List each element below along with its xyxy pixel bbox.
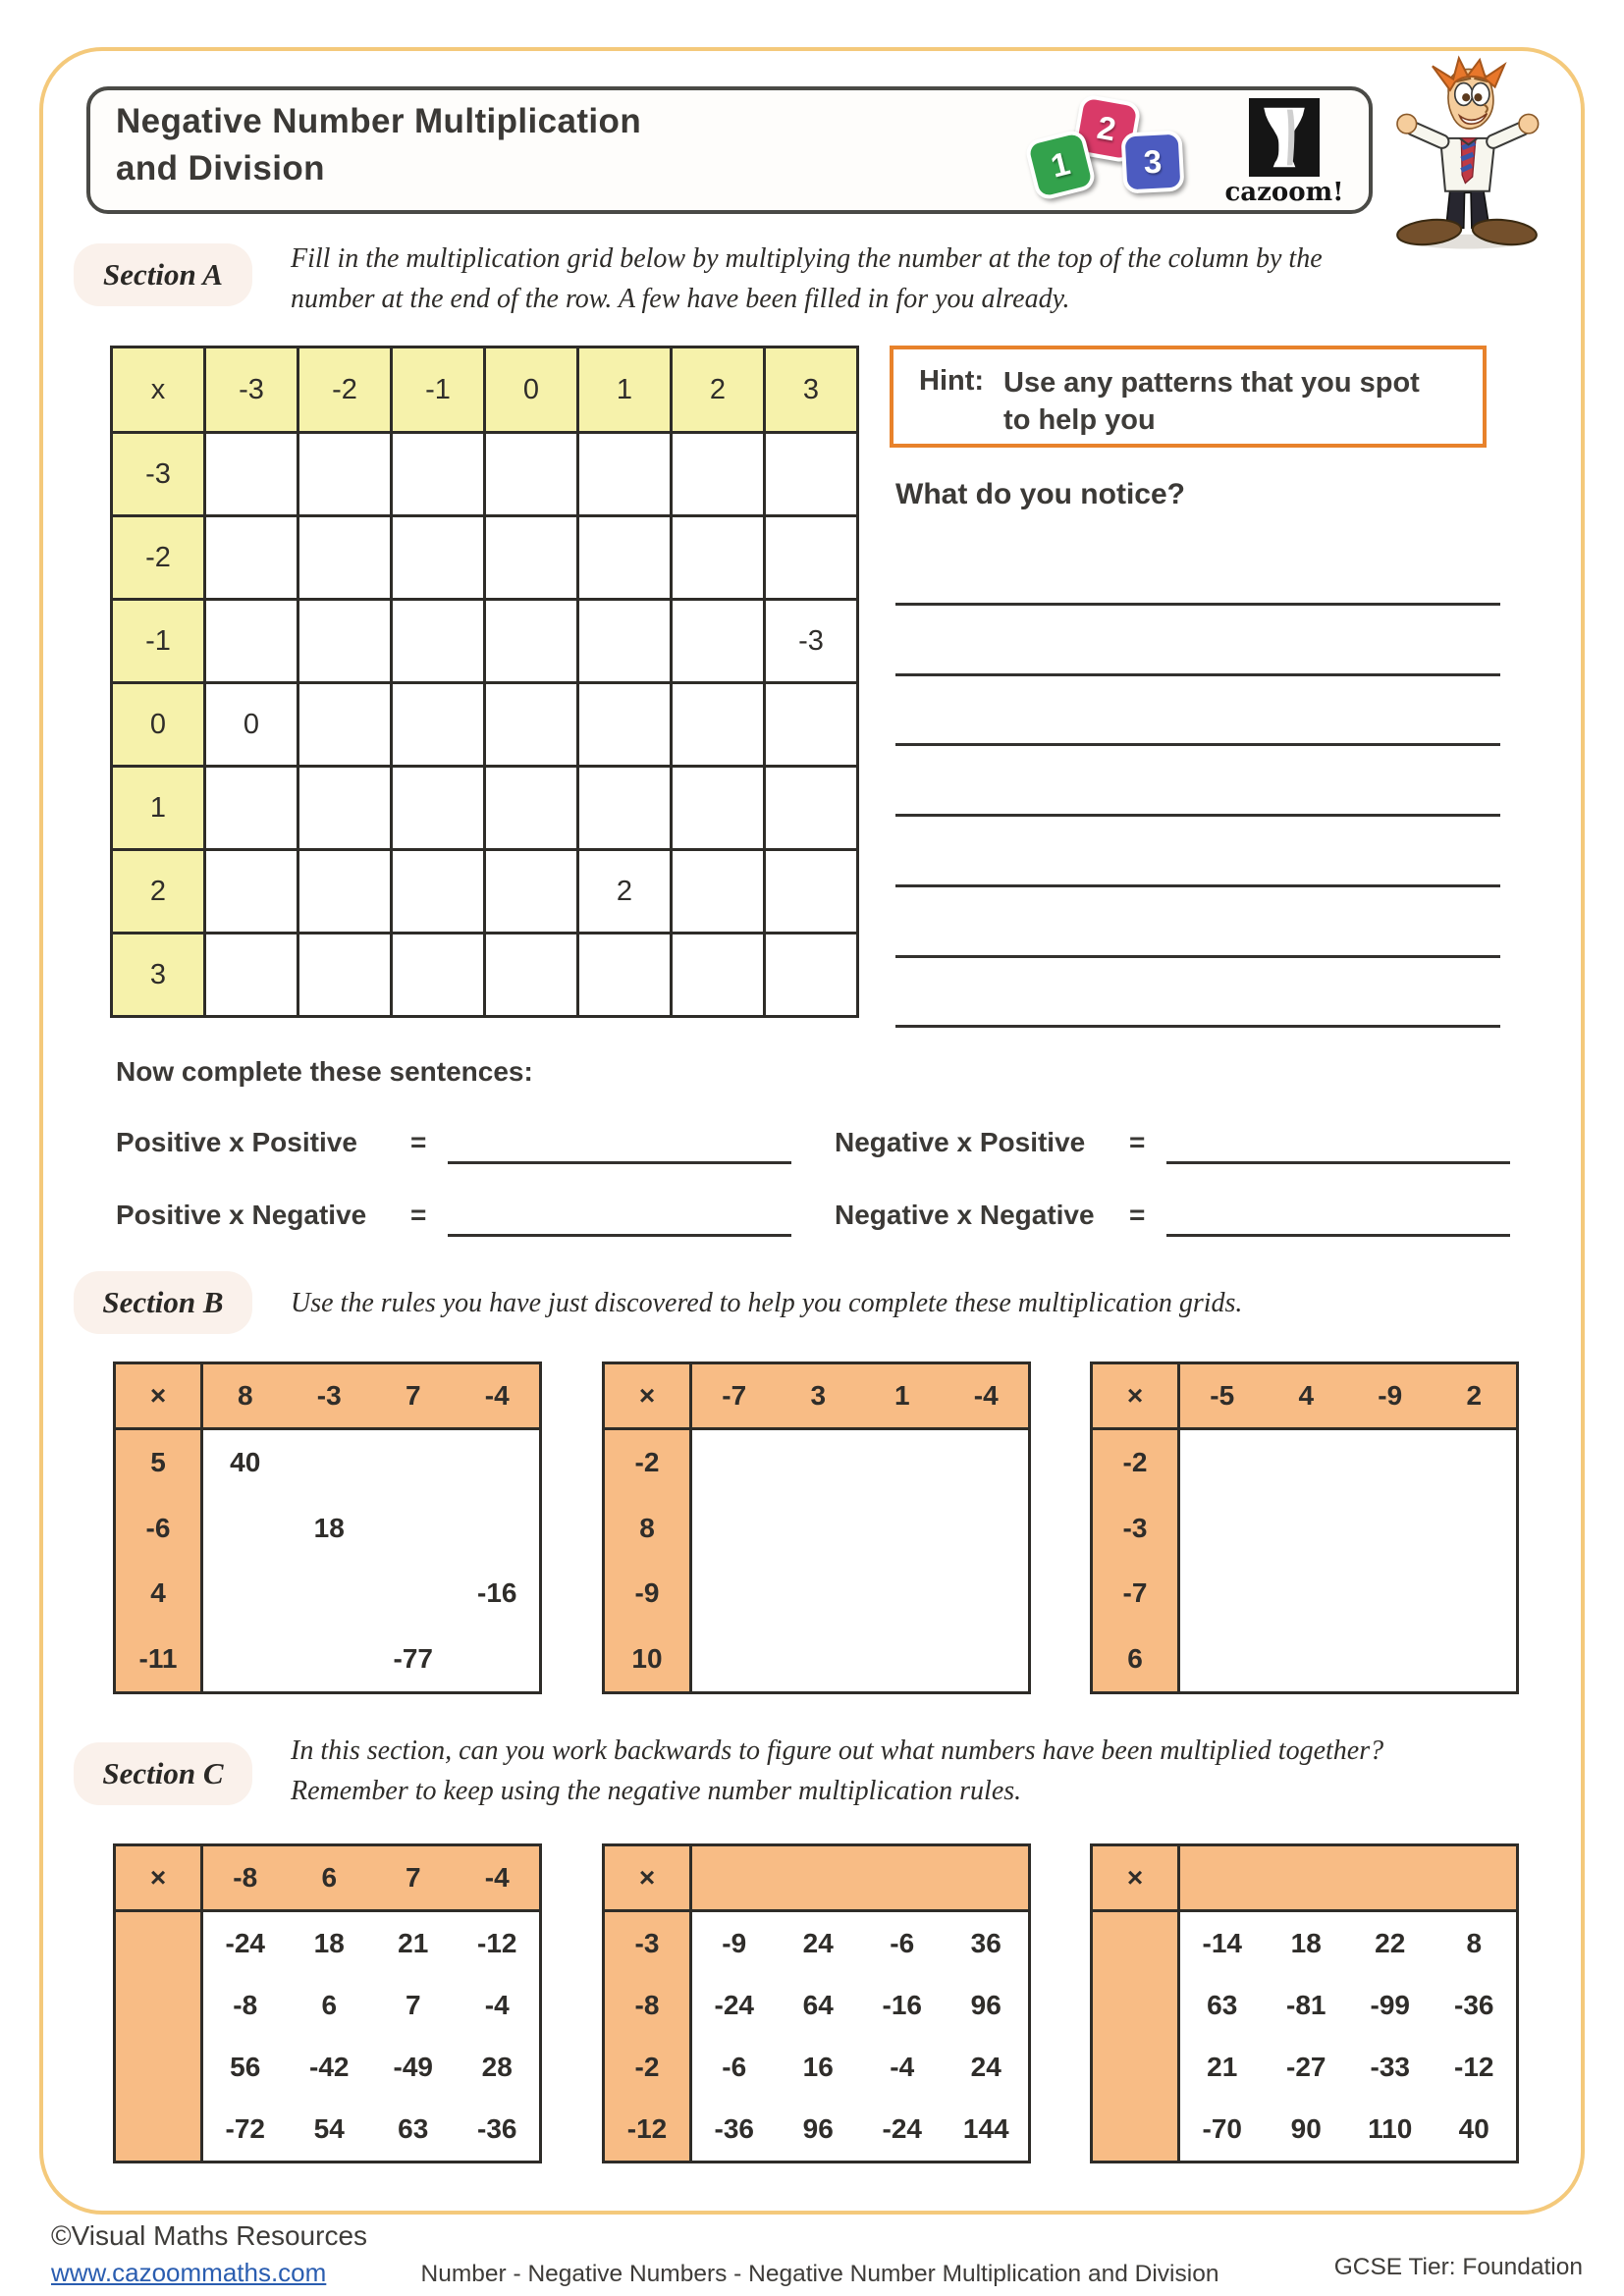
grid-header-cell: [945, 1846, 1029, 1909]
grid-cell: [1265, 1627, 1349, 1692]
logo-tile-3: [1120, 130, 1184, 193]
grid-header-cell: 7: [405, 1380, 421, 1411]
grid-cell: -24: [714, 1989, 754, 2020]
grid-row-header-cell: -11: [138, 1642, 178, 1674]
grid-cell: [578, 433, 672, 516]
grid-header-cell: -4: [484, 1862, 510, 1893]
grid-cell: 28: [481, 2052, 513, 2083]
grid-cell: [205, 600, 298, 683]
grid-cell: [205, 433, 298, 516]
grid-cell: [203, 1627, 288, 1692]
grid-row-header-cell: 10: [631, 1642, 663, 1674]
grid-row-header-cell: -2: [1122, 1447, 1148, 1478]
grid-header-cell: -4: [973, 1380, 999, 1411]
grid-header-cell: 0: [112, 683, 205, 767]
section-b-grid-1: [602, 1362, 1031, 1694]
grid-cell: [392, 934, 485, 1017]
grid-header-cell: 1: [112, 767, 205, 850]
grid-cell: 8: [1466, 1927, 1483, 1958]
grid-cell: [1180, 1496, 1265, 1562]
grid-cell: [765, 683, 858, 767]
answer-line: [895, 673, 1500, 676]
grid-header-cell: 6: [321, 1862, 338, 1893]
grid-cell: -24: [225, 1927, 265, 1958]
grid-row-header-cell: -12: [626, 2113, 668, 2145]
grid-header-cell: 3: [810, 1380, 827, 1411]
grid-cell: [205, 850, 298, 934]
grid-cell: [777, 1627, 861, 1692]
grid-row-header-cell: [1093, 2099, 1177, 2161]
grid-corner-cell: ×: [605, 1846, 692, 1909]
grid-cell: [672, 516, 765, 600]
grid-cell: [777, 1430, 861, 1496]
section-a-label-text: Section A: [102, 257, 223, 292]
grid-cell: [288, 1627, 372, 1692]
grid-row-header-cell: 5: [150, 1447, 166, 1478]
section-c-label-text: Section C: [102, 1756, 224, 1790]
grid-corner-cell: ×: [605, 1364, 692, 1427]
grid-cell: [392, 600, 485, 683]
grid-cell: [945, 1496, 1029, 1562]
grid-cell: [672, 850, 765, 934]
grid-header-cell: -8: [233, 1862, 258, 1893]
grid-cell: 18: [313, 1512, 345, 1543]
grid-row-header-cell: -6: [145, 1512, 171, 1543]
equals-sign: =: [410, 1127, 427, 1157]
grid-cell: [1180, 1627, 1265, 1692]
grid-header-cell: [1433, 1846, 1517, 1909]
grid-corner-cell: ×: [116, 1364, 203, 1427]
grid-header-cell: -3: [316, 1380, 342, 1411]
grid-cell: [860, 1496, 945, 1562]
grid-cell: 54: [313, 2113, 345, 2145]
grid-cell: [1348, 1627, 1433, 1692]
answer-blank: [448, 1195, 791, 1237]
grid-cell: [392, 767, 485, 850]
grid-header-cell: -2: [298, 347, 392, 433]
grid-row-header-cell: [116, 2099, 200, 2161]
grid-cell: [1433, 1627, 1517, 1692]
grid-cell: [485, 683, 578, 767]
grid-cell: [485, 934, 578, 1017]
grid-cell: [777, 1561, 861, 1627]
grid-cell: [578, 683, 672, 767]
grid-cell: [1348, 1430, 1433, 1496]
answer-line: [895, 743, 1500, 746]
grid-row-header-cell: [1093, 1974, 1177, 2036]
grid-header-cell: -2: [112, 516, 205, 600]
grid-cell: -14: [1202, 1927, 1242, 1958]
grid-row-header-cell: -2: [634, 2052, 660, 2083]
hint-label: Hint:: [919, 365, 985, 397]
sentence-positive-x-negative: [116, 1192, 791, 1237]
grid-cell: -77: [393, 1642, 433, 1674]
grid-cell: [692, 1627, 777, 1692]
grid-row-header-cell: [116, 1974, 200, 2036]
grid-cell: [1433, 1430, 1517, 1496]
grid-cell: [371, 1430, 456, 1496]
grid-cell: [860, 1430, 945, 1496]
grid-cell: [392, 850, 485, 934]
grid-header-cell: -1: [392, 347, 485, 433]
answer-blank: [1166, 1195, 1510, 1237]
grid-cell: 24: [970, 2052, 1001, 2083]
grid-cell: 36: [970, 1927, 1001, 1958]
grid-cell: 63: [398, 2113, 429, 2145]
grid-row-header-cell: 8: [639, 1512, 655, 1543]
grid-cell: [765, 433, 858, 516]
grid-cell: [765, 516, 858, 600]
section-c-grid-1: [602, 1843, 1031, 2163]
brand-name: cazoom!: [1224, 178, 1344, 207]
grid-corner-cell: ×: [116, 1846, 203, 1909]
grid-cell: [1180, 1561, 1265, 1627]
grid-cell: -4: [890, 2052, 915, 2083]
grid-cell: [578, 516, 672, 600]
grid-header-cell: 8: [237, 1380, 253, 1411]
grid-cell: [298, 683, 392, 767]
grid-row-header-cell: -3: [1122, 1512, 1148, 1543]
grid-cell: [777, 1496, 861, 1562]
grid-cell: [672, 767, 765, 850]
grid-cell: -16: [477, 1577, 517, 1609]
grid-corner-cell: ×: [1093, 1364, 1180, 1427]
sentences-title: Now complete these sentences:: [116, 1056, 533, 1087]
grid-cell: [1180, 1430, 1265, 1496]
grid-cell: -36: [1454, 1989, 1494, 2020]
section-c-grid-2: [1090, 1843, 1519, 2163]
grid-cell: -6: [722, 2052, 747, 2083]
section-c-grid-0: [113, 1843, 542, 2163]
sentence-negative-x-negative: [835, 1192, 1510, 1237]
grid-cell: -27: [1286, 2052, 1326, 2083]
sentence-label: Negative x Positive: [835, 1127, 1086, 1157]
grid-cell: 18: [313, 1927, 345, 1958]
section-a-instruction: Fill in the multiplication grid below by multiplying the number at the top of the column by the number at the end of the row. A few have been filled in for you already.: [291, 243, 1323, 314]
grid-cell: [456, 1627, 540, 1692]
grid-cell: [672, 934, 765, 1017]
grid-cell: 21: [398, 1927, 429, 1958]
grid-header-cell: [1265, 1846, 1349, 1909]
grid-cell: [298, 600, 392, 683]
grid-cell: 6: [321, 1989, 338, 2020]
grid-cell: [485, 850, 578, 934]
grid-header-cell: -3: [205, 347, 298, 433]
grid-cell: 90: [1290, 2113, 1322, 2145]
grid-cell: [456, 1496, 540, 1562]
grid-cell: -16: [882, 1989, 922, 2020]
grid-row-header-cell: [1093, 2037, 1177, 2099]
grid-cell: [392, 516, 485, 600]
grid-cell: [692, 1430, 777, 1496]
grid-header-cell: 2: [672, 347, 765, 433]
grid-cell: 64: [802, 1989, 834, 2020]
grid-cell: [203, 1496, 288, 1562]
page-title-line1: Negative Number Multiplication: [116, 102, 642, 140]
cazoom-drum-icon: [1249, 98, 1320, 177]
grid-cell: -12: [1454, 2052, 1494, 2083]
grid-cell: [1265, 1561, 1349, 1627]
grid-header-cell: [860, 1846, 945, 1909]
grid-cell: -3: [765, 600, 858, 683]
grid-cell: -36: [477, 2113, 517, 2145]
grid-header-cell: -7: [722, 1380, 747, 1411]
grid-row-header-cell: -7: [1122, 1577, 1148, 1609]
grid-header-cell: 1: [578, 347, 672, 433]
grid-header-cell: [1348, 1846, 1433, 1909]
section-c-label: [74, 1742, 252, 1805]
grid-header-cell: 4: [1298, 1380, 1315, 1411]
sentence-label: Positive x Positive: [116, 1127, 357, 1157]
grid-header-cell: 0: [485, 347, 578, 433]
grid-cell: 40: [230, 1447, 261, 1478]
hint-text: Use any patterns that you spot to help you: [1003, 367, 1420, 436]
grid-cell: 2: [578, 850, 672, 934]
section-b-label-text: Section B: [102, 1285, 224, 1319]
drum-glyph: [1256, 104, 1313, 171]
grid-row-header-cell: [116, 1912, 200, 1974]
answer-line: [895, 603, 1500, 606]
grid-cell: -24: [882, 2113, 922, 2145]
gcse-tier-label: GCSE Tier: Foundation: [1333, 2254, 1583, 2280]
grid-header-cell: 3: [112, 934, 205, 1017]
grid-cell: 56: [230, 2052, 261, 2083]
section-a-grid: [110, 346, 859, 1018]
page-title-line2: and Division: [116, 149, 325, 188]
grid-cell: [1348, 1496, 1433, 1562]
grid-cell: [1433, 1561, 1517, 1627]
logo-tile-2-digit: 2: [1094, 108, 1119, 148]
grid-header-cell: 1: [893, 1380, 910, 1411]
grid-cell: [1265, 1496, 1349, 1562]
grid-header-cell: 2: [1466, 1380, 1483, 1411]
grid-cell: [945, 1561, 1029, 1627]
grid-cell: 7: [405, 1989, 421, 2020]
answer-line: [895, 955, 1500, 958]
grid-cell: [298, 850, 392, 934]
grid-cell: 21: [1207, 2052, 1238, 2083]
answer-line: [895, 814, 1500, 817]
grid-cell: [205, 934, 298, 1017]
grid-header-cell: 2: [112, 850, 205, 934]
grid-cell: [456, 1430, 540, 1496]
page-title: [116, 98, 641, 193]
grid-cell: -12: [477, 1927, 517, 1958]
grid-cell: 22: [1375, 1927, 1406, 1958]
grid-cell: [288, 1561, 372, 1627]
mascot-character: [1382, 55, 1551, 255]
notice-lines: [895, 603, 1500, 1031]
grid-cell: 0: [205, 683, 298, 767]
breadcrumb: Number - Negative Numbers - Negative Number Multiplication and Division: [420, 2261, 1219, 2287]
logo-tile-1-digit: 1: [1047, 144, 1074, 185]
equals-sign: =: [410, 1200, 427, 1230]
grid-cell: [945, 1430, 1029, 1496]
grid-corner-cell: ×: [1093, 1846, 1180, 1909]
grid-cell: 96: [970, 1989, 1001, 2020]
grid-cell: [672, 683, 765, 767]
grid-cell: [298, 433, 392, 516]
section-b-grid-2: [1090, 1362, 1519, 1694]
grid-cell: [672, 433, 765, 516]
grid-cell: [860, 1561, 945, 1627]
grid-cell: [205, 767, 298, 850]
grid-cell: -49: [393, 2052, 433, 2083]
section-a-label: [74, 243, 252, 306]
grid-cell: [1265, 1430, 1349, 1496]
grid-header-cell: -5: [1210, 1380, 1235, 1411]
grid-cell: [578, 600, 672, 683]
grid-cell: 16: [802, 2052, 834, 2083]
hint-box: [890, 346, 1487, 448]
grid-cell: [860, 1627, 945, 1692]
grid-header-cell: -4: [484, 1380, 510, 1411]
sentence-negative-x-positive: [835, 1119, 1510, 1164]
grid-header-cell: [1180, 1846, 1265, 1909]
grid-row-header-cell: -9: [634, 1577, 660, 1609]
answer-blank: [448, 1122, 791, 1164]
grid-header-cell: [692, 1846, 777, 1909]
grid-cell: -70: [1202, 2113, 1242, 2145]
grid-cell: -99: [1370, 1989, 1410, 2020]
grid-row-header-cell: -3: [634, 1927, 660, 1958]
grid-cell: -8: [233, 1989, 258, 2020]
grid-cell: -4: [484, 1989, 510, 2020]
grid-cell: [392, 433, 485, 516]
grid-cell: [485, 433, 578, 516]
grid-cell: [205, 516, 298, 600]
grid-cell: [288, 1430, 372, 1496]
grid-row-header-cell: 6: [1127, 1642, 1143, 1674]
grid-cell: -6: [890, 1927, 915, 1958]
grid-cell: [485, 767, 578, 850]
grid-cell: 18: [1290, 1927, 1322, 1958]
grid-cell: [692, 1496, 777, 1562]
grid-cell: 24: [802, 1927, 834, 1958]
answer-blank: [1166, 1122, 1510, 1164]
section-b-grid-0: [113, 1362, 542, 1694]
grid-cell: -33: [1370, 2052, 1410, 2083]
grid-row-header-cell: -8: [634, 1989, 660, 2020]
notice-question: What do you notice?: [895, 478, 1185, 510]
grid-cell: -9: [722, 1927, 747, 1958]
footer-copyright: ©Visual Maths Resources: [51, 2220, 368, 2251]
grid-row-header-cell: [1093, 1912, 1177, 1974]
grid-cell: 96: [802, 2113, 834, 2145]
grid-header-cell: 3: [765, 347, 858, 433]
grid-cell: [672, 600, 765, 683]
section-c-instruction: In this section, can you work backwards to figure out what numbers have been multiplied together? Remember to keep using the negative number multiplication rules.: [291, 1735, 1384, 1806]
sentence-positive-x-positive: [116, 1119, 791, 1164]
section-b-label: [74, 1271, 252, 1334]
grid-cell: [392, 683, 485, 767]
grid-cell: [945, 1627, 1029, 1692]
footer-website-link[interactable]: www.cazoommaths.com: [51, 2258, 327, 2287]
grid-header-cell: -3: [112, 433, 205, 516]
grid-cell: [298, 767, 392, 850]
equals-sign: =: [1129, 1200, 1146, 1230]
grid-header-cell: x: [112, 347, 205, 433]
grid-header-cell: 7: [405, 1862, 421, 1893]
grid-cell: [765, 767, 858, 850]
grid-cell: [765, 934, 858, 1017]
grid-header-cell: -9: [1378, 1380, 1403, 1411]
grid-cell: -36: [714, 2113, 754, 2145]
grid-cell: [692, 1561, 777, 1627]
sentence-label: Negative x Negative: [835, 1200, 1095, 1230]
grid-cell: -81: [1286, 1989, 1326, 2020]
logo-tile-3-digit: 3: [1142, 142, 1164, 181]
answer-line: [895, 884, 1500, 887]
grid-cell: [298, 516, 392, 600]
grid-cell: 110: [1368, 2113, 1413, 2145]
grid-row-header-cell: -2: [634, 1447, 660, 1478]
grid-cell: [485, 600, 578, 683]
grid-cell: [765, 850, 858, 934]
grid-cell: 63: [1207, 1989, 1238, 2020]
grid-cell: [578, 767, 672, 850]
grid-cell: [1433, 1496, 1517, 1562]
grid-row-header-cell: 4: [150, 1577, 166, 1609]
grid-header-cell: -1: [112, 600, 205, 683]
grid-cell: 144: [962, 2113, 1009, 2145]
grid-cell: [371, 1561, 456, 1627]
grid-cell: -42: [309, 2052, 350, 2083]
grid-cell: [485, 516, 578, 600]
answer-line: [895, 1025, 1500, 1028]
grid-header-cell: [777, 1846, 861, 1909]
grid-cell: [298, 934, 392, 1017]
grid-cell: [1348, 1561, 1433, 1627]
grid-cell: [203, 1561, 288, 1627]
sentence-label: Positive x Negative: [116, 1200, 367, 1230]
equals-sign: =: [1129, 1127, 1146, 1157]
grid-cell: [371, 1496, 456, 1562]
grid-cell: -72: [225, 2113, 265, 2145]
grid-row-header-cell: [116, 2037, 200, 2099]
section-b-instruction: Use the rules you have just discovered to help you complete these multiplication grids.: [291, 1288, 1243, 1318]
grid-cell: 40: [1458, 2113, 1489, 2145]
grid-cell: [578, 934, 672, 1017]
